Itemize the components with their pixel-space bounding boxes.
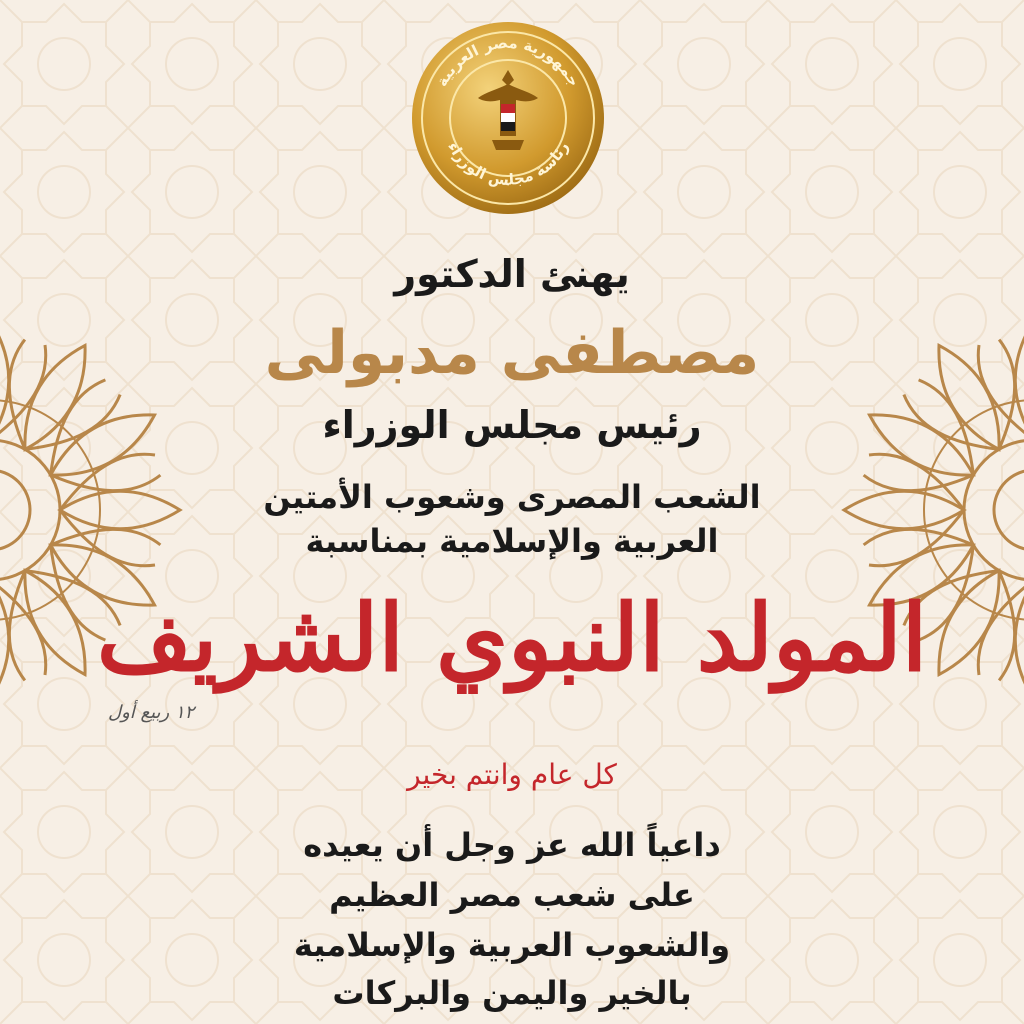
greeting-line: يهنئ الدكتور	[394, 252, 630, 296]
occasion-title: المولد النبوي الشريف	[96, 584, 928, 692]
wishes-line: كل عام وانتم بخير	[407, 758, 617, 791]
closing-line-4: بالخير واليمن والبركات	[332, 974, 692, 1012]
closing-line-3: والشعوب العربية والإسلامية	[293, 926, 731, 964]
seal-bottom-text: رئاسة مجلس الوزراء	[444, 138, 573, 190]
cabinet-seal-logo	[408, 18, 608, 218]
closing-line-1: داعياً الله عز وجل أن يعيده	[303, 826, 721, 864]
closing-line-2: على شعب مصر العظيم	[329, 876, 695, 914]
pm-name: مصطفى مدبولى	[264, 318, 760, 388]
seal-top-text: جمهورية مصر العربية	[432, 33, 584, 90]
addressee-line-2: العربية والإسلامية بمناسبة	[305, 522, 719, 560]
addressee-line-1: الشعب المصرى وشعوب الأمتين	[263, 478, 761, 516]
pm-role: رئيس مجلس الوزراء	[322, 403, 702, 447]
date-note: ١٢ ربيع أول	[108, 702, 195, 723]
